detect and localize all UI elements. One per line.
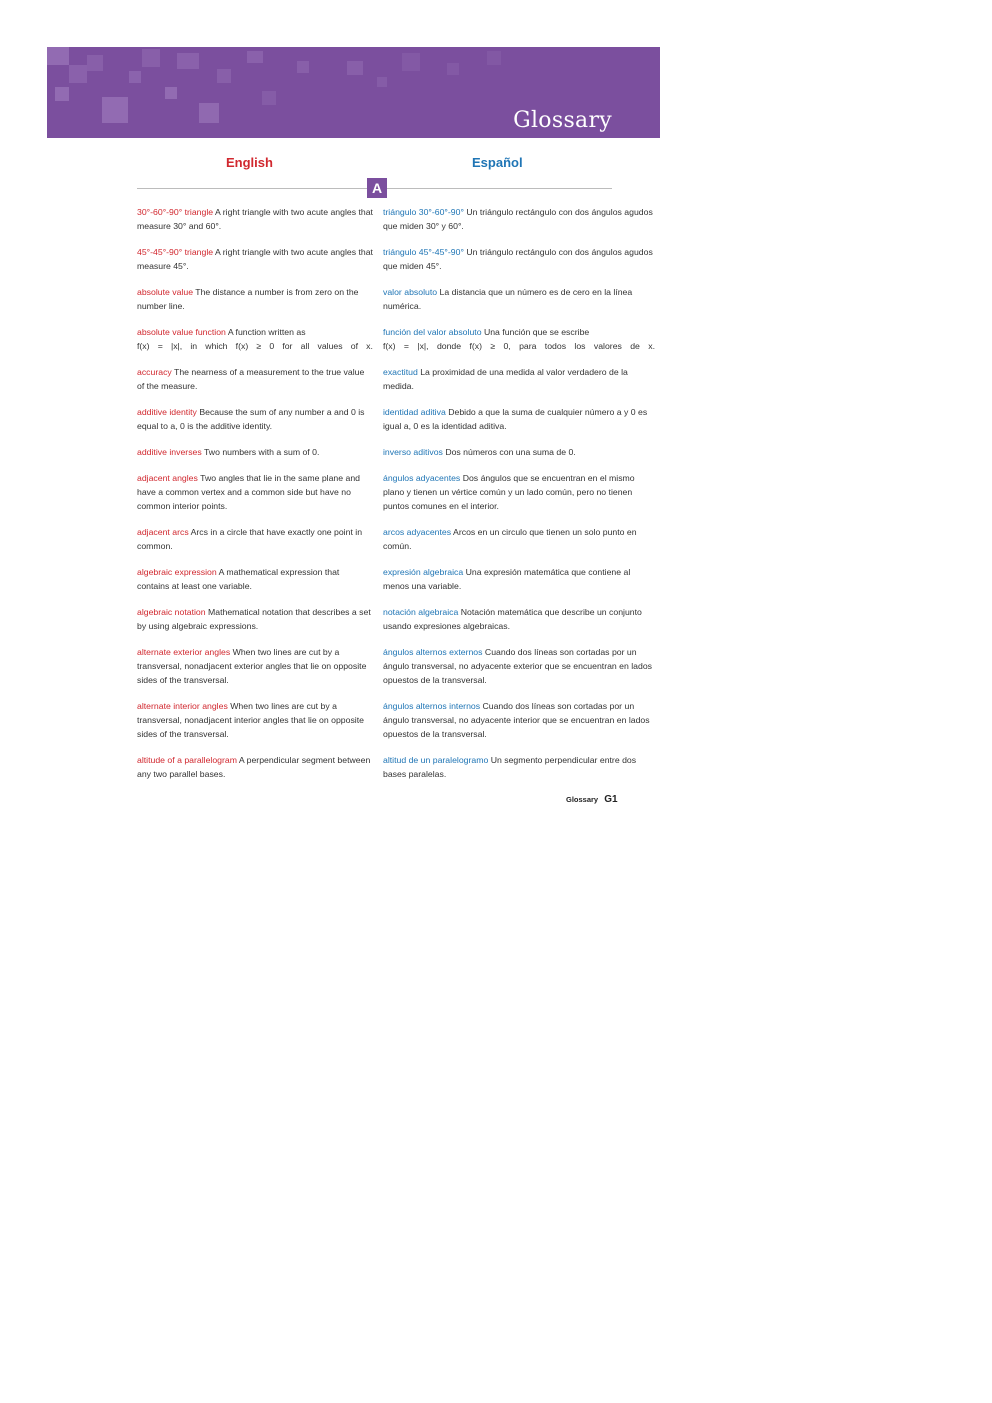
- glossary-entry-english: [137, 405, 373, 433]
- glossary-entry-spanish: [383, 565, 655, 593]
- definition: Una función que se escribe: [483, 327, 590, 337]
- term: absolute value: [137, 287, 194, 297]
- term: 45°-45°-90° triangle: [137, 247, 214, 257]
- glossary-entry-english: [137, 605, 373, 633]
- math-token: all: [300, 341, 310, 351]
- divider-right: [387, 188, 612, 189]
- glossary-entry-english: [137, 699, 373, 741]
- definition: Un triángulo rectángulo con dos ángulos agudos que miden 30° y 60°.: [383, 207, 653, 231]
- definition: When two lines are cut by a transversal, nonadjacent interior angles that lie on opposite sides of the transversal.: [137, 701, 364, 739]
- term: arcos adyacentes: [383, 527, 452, 537]
- glossary-entry-english: [137, 645, 373, 687]
- glossary-entry-english: [137, 325, 373, 353]
- math-token: de: [630, 341, 640, 351]
- page-footer: [566, 794, 618, 805]
- term: ángulos adyacentes: [383, 473, 461, 483]
- decorative-tile: [217, 69, 231, 83]
- math-token: x.: [648, 341, 655, 351]
- decorative-tile: [247, 51, 263, 63]
- definition: Two numbers with a sum of 0.: [203, 447, 320, 457]
- glossary-entry-english: [137, 285, 373, 313]
- term: triángulo 45°-45°-90°: [383, 247, 464, 257]
- definition: La proximidad de una medida al valor verdadero de la medida.: [383, 367, 628, 391]
- term: adjacent arcs: [137, 527, 189, 537]
- glossary-entry-english: [137, 753, 373, 781]
- math-token: todos: [544, 341, 567, 351]
- decorative-tile: [402, 53, 420, 71]
- decorative-tile: [447, 63, 459, 75]
- term: expresión algebraica: [383, 567, 464, 577]
- glossary-entry-spanish: [383, 325, 655, 353]
- term: identidad aditiva: [383, 407, 446, 417]
- definition: Notación matemática que describe un conjunto usando expresiones algebraicas.: [383, 607, 642, 631]
- glossary-entry-spanish: [383, 699, 655, 741]
- term: valor absoluto: [383, 287, 438, 297]
- term: altitud de un paralelogramo: [383, 755, 489, 765]
- term: inverso aditivos: [383, 447, 443, 457]
- decorative-tile: [199, 103, 219, 123]
- decorative-tile: [165, 87, 177, 99]
- definition: Mathematical notation that describes a set by using algebraic expressions.: [137, 607, 371, 631]
- glossary-entry-spanish: [383, 445, 655, 459]
- math-token: f(x): [383, 341, 396, 351]
- footer-label: Glossary: [566, 795, 599, 804]
- math-token: donde: [436, 341, 462, 351]
- spanish-column-heading: Español: [472, 155, 523, 170]
- glossary-entry-spanish: [383, 605, 655, 633]
- glossary-entry-spanish: [383, 405, 655, 433]
- glossary-entry-spanish: [383, 205, 655, 233]
- definition: Arcs in a circle that have exactly one point in common.: [137, 527, 363, 551]
- header-banner: [47, 47, 660, 138]
- term: alternate exterior angles: [137, 647, 231, 657]
- math-expression: [137, 339, 373, 353]
- page-number: G1: [604, 794, 618, 805]
- definition: Debido a que la suma de cualquier número a y 0 es igual a, 0 es la identidad aditiva.: [383, 407, 648, 431]
- math-token: =: [403, 341, 409, 351]
- glossary-entry-english: [137, 565, 373, 593]
- math-token: which: [205, 341, 228, 351]
- section-letter-badge: A: [367, 178, 387, 198]
- definition: Una expresión matemática que contiene al menos una variable.: [383, 567, 631, 591]
- math-token: |x|,: [417, 341, 429, 351]
- term: adjacent angles: [137, 473, 198, 483]
- glossary-entry-spanish: [383, 645, 655, 687]
- decorative-tile: [297, 61, 309, 73]
- math-token: los: [574, 341, 586, 351]
- definition: La distancia que un número es de cero en la línea numérica.: [383, 287, 633, 311]
- math-token: x.: [366, 341, 373, 351]
- term: notación algebraica: [383, 607, 459, 617]
- term: accuracy: [137, 367, 172, 377]
- glossary-entry-english: [137, 445, 373, 459]
- glossary-entry-english: [137, 471, 373, 513]
- term: triángulo 30°-60°-90°: [383, 207, 464, 217]
- term: altitude of a parallelogram: [137, 755, 237, 765]
- glossary-entry-spanish: [383, 525, 655, 553]
- decorative-tile: [102, 97, 128, 123]
- decorative-tile: [69, 65, 87, 83]
- term: exactitud: [383, 367, 418, 377]
- math-token: ≥: [256, 341, 262, 351]
- divider-left: [137, 188, 367, 189]
- english-column-heading: English: [226, 155, 273, 170]
- decorative-tile: [487, 51, 501, 65]
- math-token: valores: [593, 341, 622, 351]
- term: absolute value function: [137, 327, 226, 337]
- definition: A function written as: [227, 327, 306, 337]
- math-token: of: [350, 341, 358, 351]
- definition: A perpendicular segment between any two parallel bases.: [137, 755, 371, 779]
- term: additive identity: [137, 407, 197, 417]
- glossary-entry-english: [137, 205, 373, 233]
- definition: Dos ángulos que se encuentran en el mismo plano y tienen un vértice común y un lado común, pero no tienen puntos comunes en el interior.: [383, 473, 635, 511]
- term: función del valor absoluto: [383, 327, 482, 337]
- term: ángulos alternos externos: [383, 647, 483, 657]
- term: alternate interior angles: [137, 701, 228, 711]
- definition: Two angles that lie in the same plane and have a common vertex and a common side but have no common interior points.: [137, 473, 360, 511]
- term: ángulos alternos internos: [383, 701, 481, 711]
- glossary-entry-spanish: [383, 365, 655, 393]
- math-token: 0,: [503, 341, 511, 351]
- math-token: para: [519, 341, 537, 351]
- math-token: f(x): [137, 341, 150, 351]
- decorative-tile: [55, 87, 69, 101]
- math-token: ≥: [490, 341, 496, 351]
- definition: A right triangle with two acute angles that measure 45°.: [137, 247, 373, 271]
- math-token: =: [157, 341, 163, 351]
- page-title: Glossary: [513, 108, 612, 133]
- definition: Un segmento perpendicular entre dos bases paralelas.: [383, 755, 637, 779]
- definition: Un triángulo rectángulo con dos ángulos agudos que miden 45°.: [383, 247, 653, 271]
- decorative-tile: [347, 61, 363, 75]
- glossary-entry-english: [137, 365, 373, 393]
- decorative-tile: [47, 47, 69, 65]
- term: algebraic notation: [137, 607, 206, 617]
- math-token: in: [190, 341, 198, 351]
- decorative-tile: [377, 77, 387, 87]
- math-token: values: [317, 341, 343, 351]
- glossary-entry-spanish: [383, 245, 655, 273]
- definition: Dos números con una suma de 0.: [445, 447, 576, 457]
- math-token: 0: [269, 341, 275, 351]
- definition: When two lines are cut by a transversal, nonadjacent exterior angles that lie on opposite sides of the transversal.: [137, 647, 367, 685]
- term: algebraic expression: [137, 567, 217, 577]
- math-token: for: [282, 341, 293, 351]
- definition: The distance a number is from zero on the number line.: [137, 287, 359, 311]
- glossary-entry-english: [137, 245, 373, 273]
- decorative-tile: [262, 91, 276, 105]
- glossary-entry-spanish: [383, 753, 655, 781]
- decorative-tile: [177, 53, 199, 69]
- definition: Cuando dos líneas son cortadas por un ángulo transversal, no adyacente exterior que se encuentran en lados opuestos de la transversal.: [383, 647, 653, 685]
- math-token: |x|,: [170, 341, 183, 351]
- math-expression: [383, 339, 655, 353]
- term: additive inverses: [137, 447, 202, 457]
- math-token: f(x): [235, 341, 249, 351]
- definition: The nearness of a measurement to the true value of the measure.: [137, 367, 365, 391]
- definition: Arcos en un circulo que tienen un solo punto en común.: [383, 527, 637, 551]
- glossary-entry-english: [137, 525, 373, 553]
- glossary-entry-spanish: [383, 471, 655, 513]
- glossary-entry-spanish: [383, 285, 655, 313]
- decorative-tile: [87, 55, 103, 71]
- definition: Cuando dos líneas son cortadas por un ángulo transversal, no adyacente interior que se encuentran en lados opuestos de la transversal.: [383, 701, 650, 739]
- term: 30°-60°-90° triangle: [137, 207, 214, 217]
- definition: A right triangle with two acute angles that measure 30° and 60°.: [137, 207, 373, 231]
- decorative-tile: [142, 49, 160, 67]
- decorative-tile: [129, 71, 141, 83]
- definition: Because the sum of any number a and 0 is equal to a, 0 is the additive identity.: [137, 407, 365, 431]
- math-token: f(x): [469, 341, 482, 351]
- definition: A mathematical expression that contains at least one variable.: [137, 567, 340, 591]
